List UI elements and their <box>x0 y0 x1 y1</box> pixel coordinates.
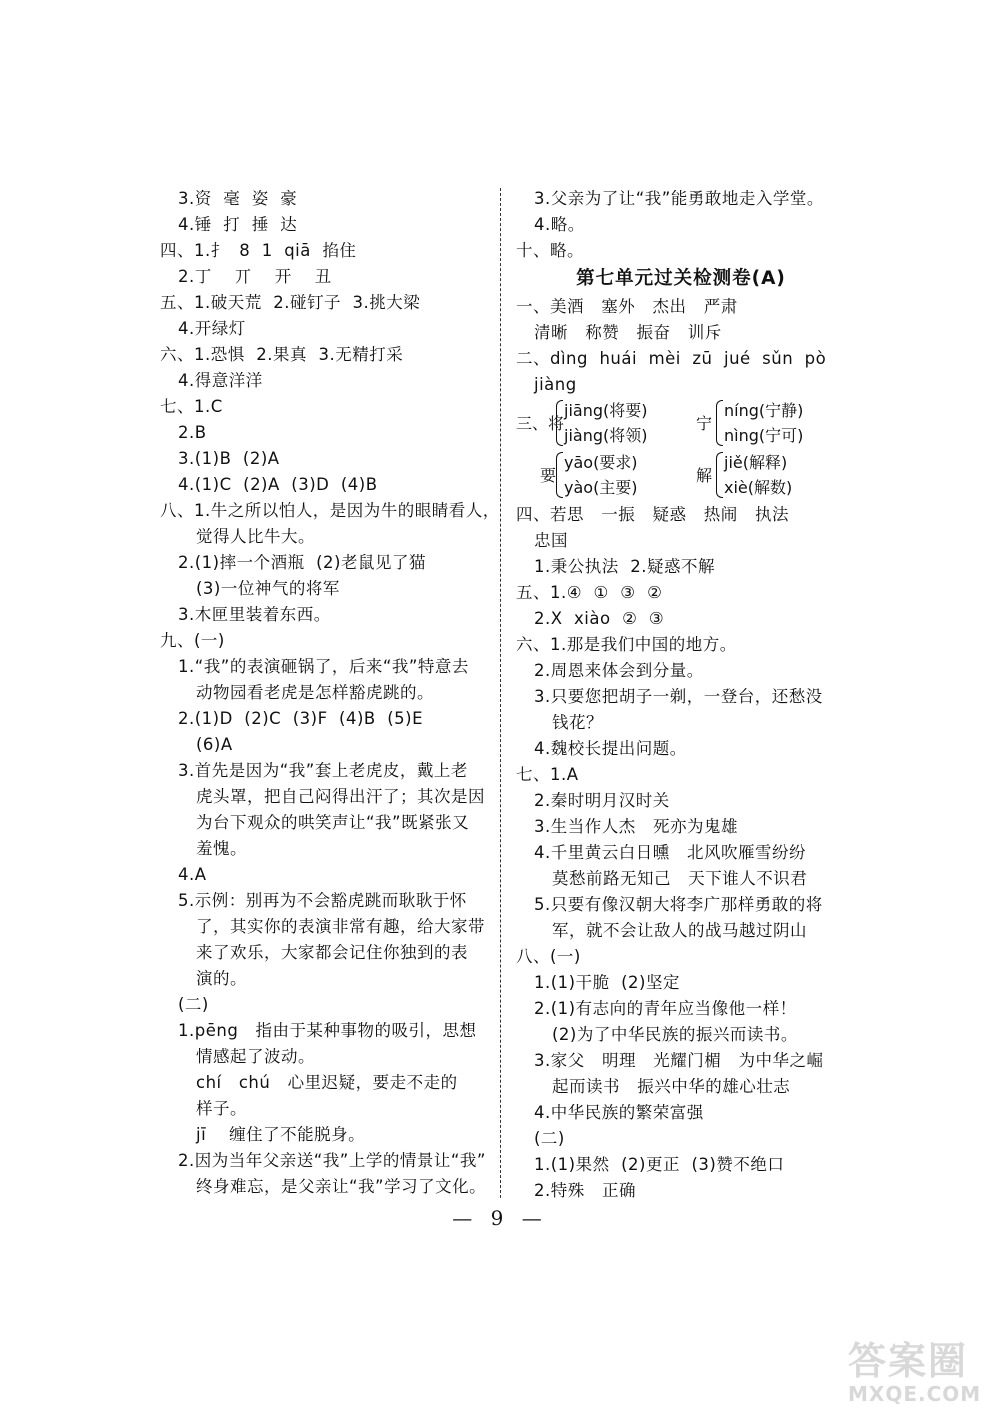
answer-line: 4.千里黄云白日曛 北风吹雁雪纷纷 <box>534 843 806 862</box>
brace-mark <box>716 452 723 498</box>
brace-reading: jiāng(将要) <box>564 401 648 420</box>
watermark-logo <box>848 1339 988 1409</box>
answer-line: jiàng <box>534 375 577 394</box>
answer-line: 一、美酒 塞外 杰出 严肃 <box>516 297 738 316</box>
right-bottom-block <box>516 502 846 1204</box>
answer-line: (二) <box>534 1129 565 1148</box>
answer-line: 莫愁前路无知己 天下谁人不识君 <box>552 869 808 888</box>
answer-line: 钱花？ <box>552 713 603 732</box>
answer-line: chí chú 心里迟疑，要走不走的 <box>196 1073 458 1092</box>
answer-line: 四、若思 一振 疑惑 热闹 执法 <box>516 505 789 524</box>
answer-line: 3.资 毫 姿 豪 <box>178 189 298 208</box>
brace-label: 解 <box>696 466 713 485</box>
answer-line: 五、1.④ ① ③ ② <box>516 583 663 602</box>
right-top-block <box>516 186 846 264</box>
answer-line: 二、dìng huái mèi zū jué sǔn pò <box>516 349 827 368</box>
answer-line: 终身难忘，是父亲让“我”学习了文化。 <box>196 1177 487 1196</box>
answer-line: 五、1.破天荒 2.碰钉子 3.挑大梁 <box>160 293 421 312</box>
answer-line: 忠国 <box>534 531 568 550</box>
answer-line: 六、1.恐惧 2.果真 3.无精打采 <box>160 345 404 364</box>
brace-mark <box>716 400 723 446</box>
answer-line: 情感起了波动。 <box>196 1047 315 1066</box>
answer-line: 2.(1)D (2)C (3)F (4)B (5)E <box>178 709 424 728</box>
answer-line: 2.(1)摔一个酒瓶 (2)老鼠见了猫 <box>178 553 426 572</box>
answer-line: 来了欢乐，大家都会记住你独到的表 <box>196 943 468 962</box>
brace-mark <box>556 452 563 498</box>
answer-line: 清晰 称赞 振奋 训斥 <box>534 323 722 342</box>
answer-line: 3.只要您把胡子一剃，一登台，还愁没 <box>534 687 823 706</box>
answer-line: 4.魏校长提出问题。 <box>534 739 687 758</box>
brace-reading: níng(宁静) <box>724 401 804 420</box>
brace-label: 三、将 <box>516 414 565 433</box>
right-column <box>516 186 846 1204</box>
answer-line: 3.父亲为了让“我”能勇敢地走入学堂。 <box>534 189 824 208</box>
column-divider <box>500 188 501 1198</box>
answer-line: (3)一位神气的将军 <box>196 579 340 598</box>
watermark-text-bottom: MXQE.COM <box>848 1382 982 1406</box>
answer-line: 3.生当作人杰 死亦为鬼雄 <box>534 817 738 836</box>
brace-reading: xiè(解数) <box>724 478 793 497</box>
answer-line: 1.pēng 指由于某种事物的吸引，思想 <box>178 1021 477 1040</box>
brace-reading: yāo(要求) <box>564 453 638 472</box>
answer-line: jī 缠住了不能脱身。 <box>196 1125 366 1144</box>
answer-line: 演的。 <box>196 969 247 988</box>
brace-label: 要 <box>540 466 557 485</box>
answer-line: 4.开绿灯 <box>178 319 246 338</box>
page-number: — 9 — <box>452 1206 548 1230</box>
answer-line: 2.B <box>178 423 207 442</box>
brace-group <box>516 398 846 450</box>
answer-line: 了，其实你的表演非常有趣，给大家带 <box>196 917 485 936</box>
answer-line: 为台下观众的哄笑声让“我”既紧张又 <box>196 813 470 832</box>
answer-line: 军，就不会让敌人的战马越过阴山 <box>552 921 807 940</box>
right-mid-block <box>516 294 846 398</box>
answer-line: 八、(一) <box>516 947 581 966</box>
section-title: 第七单元过关检测卷(A) <box>576 268 786 289</box>
answer-line: 2.丁 丌 开 丑 <box>178 267 332 286</box>
brace-label: 宁 <box>696 414 713 433</box>
answer-line: 5.只要有像汉朝大将李广那样勇敢的将 <box>534 895 823 914</box>
answer-line: 3.家父 明理 光耀门楣 为中华之崛 <box>534 1051 824 1070</box>
answer-line: 1.(1)果然 (2)更正 (3)赞不绝口 <box>534 1155 785 1174</box>
answer-line: 2.(1)有志向的青年应当像他一样！ <box>534 999 797 1018</box>
answer-line: 觉得人比牛大。 <box>196 527 315 546</box>
answer-line: 九、(一) <box>160 631 225 650</box>
answer-line: 起而读书 振兴中华的雄心壮志 <box>552 1077 791 1096</box>
brace-reading: nìng(宁可) <box>724 426 804 445</box>
answer-line: 羞愧。 <box>196 839 247 858</box>
brace-group <box>516 450 846 502</box>
answer-line: 虎头罩，把自己闷得出汗了；其次是因 <box>196 787 485 806</box>
answer-line: 样子。 <box>196 1099 247 1118</box>
answer-line: 3.木匣里装着东西。 <box>178 605 331 624</box>
answer-line: 4.(1)C (2)A (3)D (4)B <box>178 475 378 494</box>
answer-line: 2.因为当年父亲送“我”上学的情景让“我” <box>178 1151 486 1170</box>
answer-line: 四、1.扌 8 1 qiā 掐住 <box>160 241 357 260</box>
answer-line: 4.锤 打 捶 达 <box>178 215 298 234</box>
answer-line: 3.首先是因为“我”套上老虎皮，戴上老 <box>178 761 468 780</box>
answer-line: 1.“我”的表演砸锅了，后来“我”特意去 <box>178 657 469 676</box>
left-column <box>160 186 500 1200</box>
answer-line: 2.特殊 正确 <box>534 1181 636 1200</box>
answer-line: 4.中华民族的繁荣富强 <box>534 1103 704 1122</box>
answer-line: 4.得意洋洋 <box>178 371 263 390</box>
answer-line: 七、1.C <box>160 397 223 416</box>
answer-line: 4.略。 <box>534 215 585 234</box>
pronunciation-brace-block <box>516 398 846 502</box>
answer-line: 六、1.那是我们中国的地方。 <box>516 635 737 654</box>
answer-line: 1.(1)干脆 (2)坚定 <box>534 973 680 992</box>
answer-line: (6)A <box>196 735 233 754</box>
answer-line: 4.A <box>178 865 207 884</box>
answer-line: (二) <box>178 995 209 1014</box>
brace-reading: jiě(解释) <box>724 453 788 472</box>
answer-line: 1.秉公执法 2.疑惑不解 <box>534 557 715 576</box>
answer-line: 3.(1)B (2)A <box>178 449 280 468</box>
brace-reading: yào(主要) <box>564 478 638 497</box>
answer-line: 十、略。 <box>516 241 584 260</box>
answer-line: 2.X xiào ② ③ <box>534 609 665 628</box>
answer-line: 动物园看老虎是怎样豁虎跳的。 <box>196 683 434 702</box>
brace-mark <box>556 400 563 446</box>
watermark-text-top: 答案圈 <box>848 1339 969 1383</box>
answer-line: (2)为了中华民族的振兴而读书。 <box>552 1025 798 1044</box>
answer-line: 5.示例：别再为不会豁虎跳而耿耿于怀 <box>178 891 467 910</box>
brace-reading: jiàng(将领) <box>564 426 648 445</box>
answer-line: 八、1.牛之所以怕人，是因为牛的眼睛看人， <box>160 501 500 520</box>
answer-line: 2.周恩来体会到分量。 <box>534 661 704 680</box>
answer-line: 2.秦时明月汉时关 <box>534 791 670 810</box>
answer-line: 七、1.A <box>516 765 579 784</box>
